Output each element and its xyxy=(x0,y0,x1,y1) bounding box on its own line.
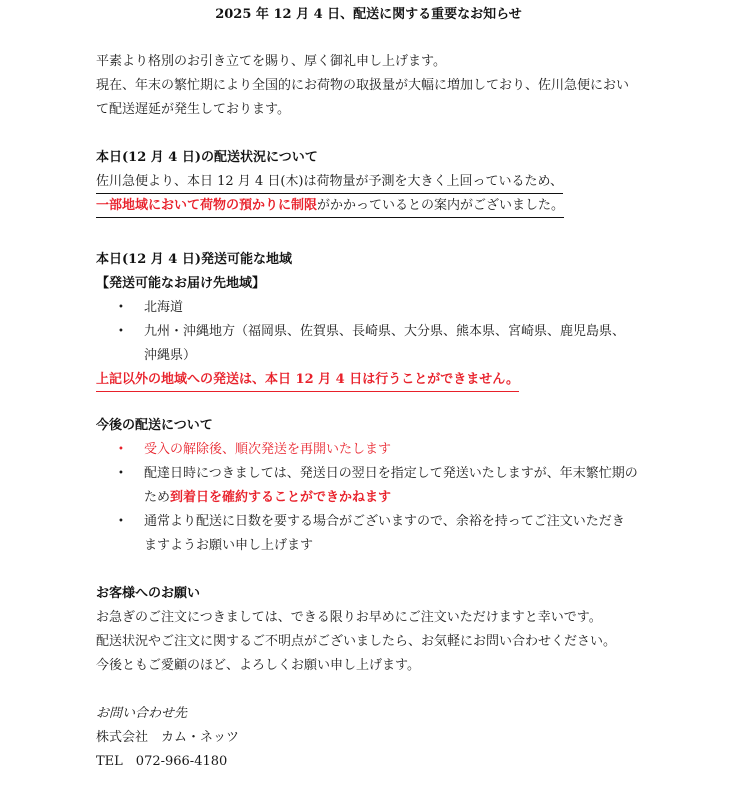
future-heading: 今後の配送について xyxy=(96,418,213,433)
status-heading: 本日(12 月 4 日)の配送状況について xyxy=(96,150,318,165)
intro-line: 平素より格別のお引き立てを賜り、厚く御礼申し上げます。 xyxy=(96,54,446,69)
area-name: 九州・沖縄地方（福岡県、佐賀県、長崎県、大分県、熊本県、宮崎県、鹿児島県、 xyxy=(144,324,626,339)
request-line: 今後ともご愛顧のほど、よろしくお願い申し上げます。 xyxy=(96,658,420,673)
status-line: 佐川急便より、本日 12 月 4 日(木)は荷物量が予測を大きく上回っているため、 xyxy=(96,171,563,194)
area-name: 北海道 xyxy=(144,300,184,315)
request-heading: お客様へのお願い xyxy=(96,586,201,601)
status-line-underlined xyxy=(96,195,564,218)
future-list xyxy=(96,438,638,558)
area-name-cont: 沖縄県） xyxy=(144,348,197,363)
list-item xyxy=(96,462,638,510)
contact-section xyxy=(96,702,239,774)
contact-label: お問い合わせ先 xyxy=(96,706,188,721)
areas-list xyxy=(96,296,625,368)
future-item: 通常より配送に日数を要する場合がございますので、余裕を持ってご注文いただき xyxy=(144,514,625,529)
future-item: 配達日時につきましては、発送日の翌日を指定して発送いたしますが、年末繁忙期の xyxy=(144,466,638,481)
list-item xyxy=(96,438,638,462)
future-section xyxy=(96,414,638,558)
request-line: 配送状況やご注文に関するご不明点がございましたら、お気軽にお問い合わせください。 xyxy=(96,634,617,649)
request-section xyxy=(96,582,616,678)
bullet-icon: • xyxy=(118,444,124,455)
areas-subheading: 【発送可能なお届け先地域】 xyxy=(96,276,266,291)
future-item-cont: ますようお願い申し上げます xyxy=(144,538,314,553)
areas-section xyxy=(96,248,625,392)
intro-section xyxy=(96,50,629,122)
intro-line: て配送遅延が発生しております。 xyxy=(96,102,290,117)
areas-heading: 本日(12 月 4 日)発送可能な地域 xyxy=(96,252,293,267)
restriction-highlight: 一部地域において荷物の預かりに制限 xyxy=(96,198,318,213)
status-line-rest: がかかっているとの案内がございました。 xyxy=(317,198,565,213)
list-item xyxy=(96,320,625,368)
future-item: 受入の解除後、順次発送を再開いたします xyxy=(144,442,392,457)
page-title: 2025 年 12 月 4 日、配送に関する重要なお知らせ xyxy=(215,7,522,22)
bullet-icon: • xyxy=(118,516,124,527)
list-item xyxy=(96,510,638,558)
arrival-warning: 到着日を確約することができかねます xyxy=(170,490,392,505)
bullet-icon: • xyxy=(118,326,124,337)
bullet-icon: • xyxy=(118,468,124,479)
future-item-prefix: ため xyxy=(144,490,171,505)
contact-tel: TEL 072-966-4180 xyxy=(96,754,228,769)
intro-line: 現在、年末の繁忙期により全国的にお荷物の取扱量が大幅に増加しており、佐川急便におい xyxy=(96,78,630,93)
status-section xyxy=(96,146,564,218)
bullet-icon: • xyxy=(118,302,124,313)
list-item xyxy=(96,296,625,320)
contact-company: 株式会社 カム・ネッツ xyxy=(96,730,240,745)
areas-warning: 上記以外の地域への発送は、本日 12 月 4 日は行うことができません。 xyxy=(96,369,519,392)
request-line: お急ぎのご注文につきましては、できる限りお早めにご注文いただけますと幸いです。 xyxy=(96,610,602,625)
